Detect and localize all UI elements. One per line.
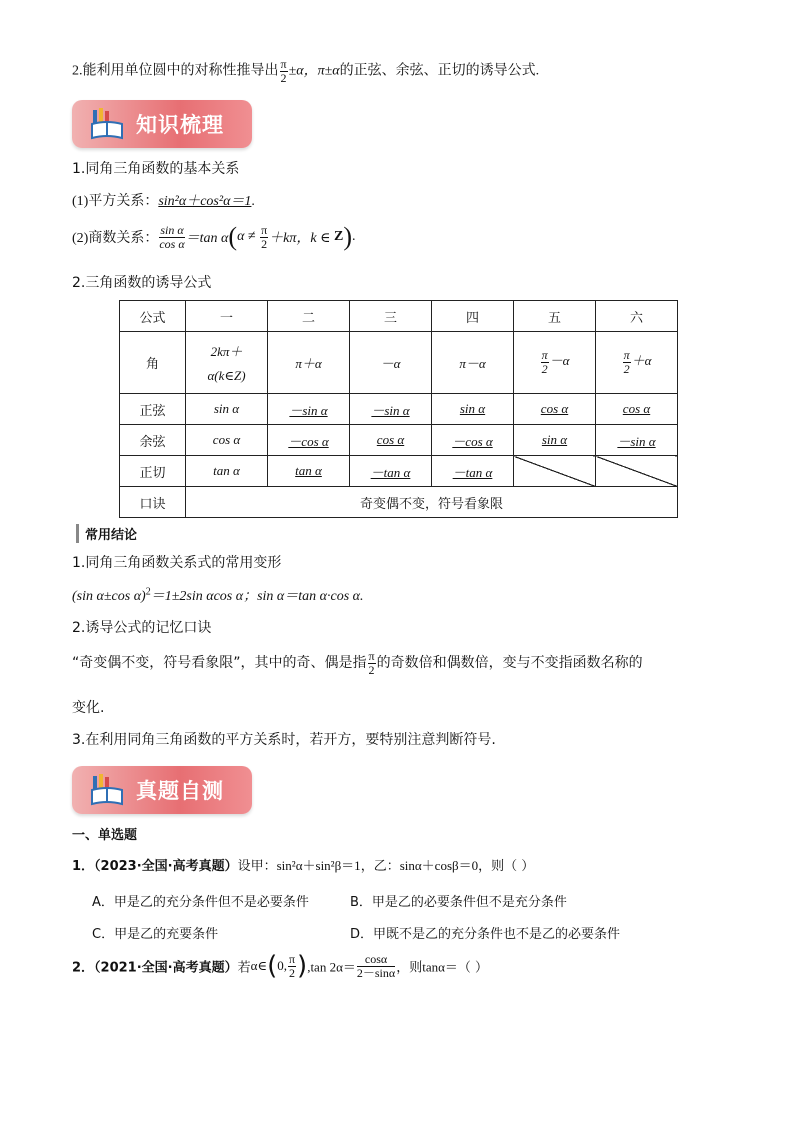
question-type-heading: 一、单选题 [72,828,138,843]
table-cell: －sin α [268,394,350,425]
option-c[interactable]: C．甲是乙的充要条件 [92,927,219,942]
table-header-cell: 三 [350,301,432,332]
table-cell: tan α [268,456,350,487]
table-cell: cos α [186,425,268,456]
table-cell: －tan α [432,456,514,487]
table-cell-empty [514,456,596,487]
table-cell: sin α [514,425,596,456]
table-row-cos [120,425,678,456]
objective-line [72,58,539,84]
table-header-cell: 二 [268,301,350,332]
conclusions-heading: 常用结论 [76,524,137,543]
objective-angles: ±α，π±α [288,63,340,79]
table-cell: $\frac{\pi}{2}$ －α [514,332,596,394]
question-2: 2．（2021·全国·高考真题）若α∈(0, $\frac{\pi}{2}$ ),tan 2α＝ $\frac{\cos\alpha}{2-\sin\alpha}$ ，则tanα＝（ ） [72,951,489,981]
table-row-tan [120,456,678,487]
table-cell: －α [350,332,432,394]
mnemonic-text: 奇变偶不变，符号看象限 [186,487,678,518]
section-banner-exam [72,766,252,814]
table-row-label: 正切 [120,456,186,487]
option-a[interactable]: A．甲是乙的充分条件但不是必要条件 [92,895,309,910]
question-source: （2023·全国·高考真题） [94,859,238,874]
table-header-cell: 五 [514,301,596,332]
section-heading: 2.三角函数的诱导公式 [72,275,212,291]
banner-title: 知识梳理 [136,113,224,137]
conclusion-1: 1.同角三角函数关系式的常用变形 [72,555,282,571]
book-icon [90,108,124,140]
table-row-angle [120,332,678,394]
table-cell: $\frac{\pi}{2}$ ＋α [596,332,678,394]
table-row-label: 角 [120,332,186,394]
table-row-label: 余弦 [120,425,186,456]
table-header-cell: 四 [432,301,514,332]
question-1: 1．（2023·全国·高考真题）设甲：sin²α＋sin²β＝1，乙：sinα＋cosβ＝0，则（ ） [72,858,535,874]
sin-over-cos: $\frac{\text{sin α}}{\text{cos α}}$ [159,222,185,251]
option-d[interactable]: D．甲既不是乙的充分条件也不是乙的必要条件 [350,927,621,942]
table-row-mnemonic [120,487,678,518]
table-cell: π＋α [268,332,350,394]
table-header-cell: 一 [186,301,268,332]
table-cell: －cos α [432,425,514,456]
table-row-label: 正弦 [120,394,186,425]
banner-title: 真题自测 [136,779,224,803]
square-relation-formula: sin²α＋cos²α＝1 [158,194,252,209]
table-cell: cos α [596,394,678,425]
objective-suffix: 的正弦、余弦、正切的诱导公式. [339,63,540,79]
table-cell: cos α [350,425,432,456]
conclusion-2-text-end: 变化. [72,700,105,716]
quotient-relation: (2)商数关系： $\frac{\text{sin α}}{\text{cos α}}$ ＝tan α(α ≠ $\frac{\pi}{2}$ ＋kπ，k ∈ Z). [72,222,356,251]
section-banner-knowledge [72,100,252,148]
table-cell: sin α [186,394,268,425]
question-source: （2021·全国·高考真题） [94,960,238,976]
table-cell: －tan α [350,456,432,487]
table-cell: 2kπ＋ α(k∈Z) [186,332,268,394]
induction-formula-table [119,300,678,518]
table-header-cell: 六 [596,301,678,332]
table-cell: π－α [432,332,514,394]
conclusion-1-formula: (sin α±cos α)$^2$＝1±2sin αcos α；sin α＝tan α·cos α. [72,586,364,604]
table-cell: －cos α [268,425,350,456]
book-icon [90,774,124,806]
table-cell-empty [596,456,678,487]
table-cell: tan α [186,456,268,487]
table-header-cell: 公式 [120,301,186,332]
table-row-label: 口诀 [120,487,186,518]
table-cell: sin α [432,394,514,425]
section-heading: 1.同角三角函数的基本关系 [72,161,240,177]
conclusion-2-text: “奇变偶不变，符号看象限”，其中的奇、偶是指 $\frac{\pi}{2}$ 的奇数倍和偶数倍，变与不变指函数名称的 [72,649,643,677]
conclusion-3: 3.在利用同角三角函数的平方关系时，若开方，要特别注意判断符号. [72,732,496,748]
pi-over-two: $\frac{\pi}{2}$ [280,57,287,85]
table-cell: cos α [514,394,596,425]
table-cell: －sin α [596,425,678,456]
table-cell: －sin α [350,394,432,425]
table-header-row [120,301,678,332]
square-relation: (1)平方关系：sin²α＋cos²α＝1. [72,194,255,209]
table-row-sin [120,394,678,425]
option-b[interactable]: B．甲是乙的必要条件但不是充分条件 [350,895,567,910]
objective-prefix: 2.能利用单位圆中的对称性推导出 [72,63,279,79]
conclusion-2: 2.诱导公式的记忆口诀 [72,620,212,636]
